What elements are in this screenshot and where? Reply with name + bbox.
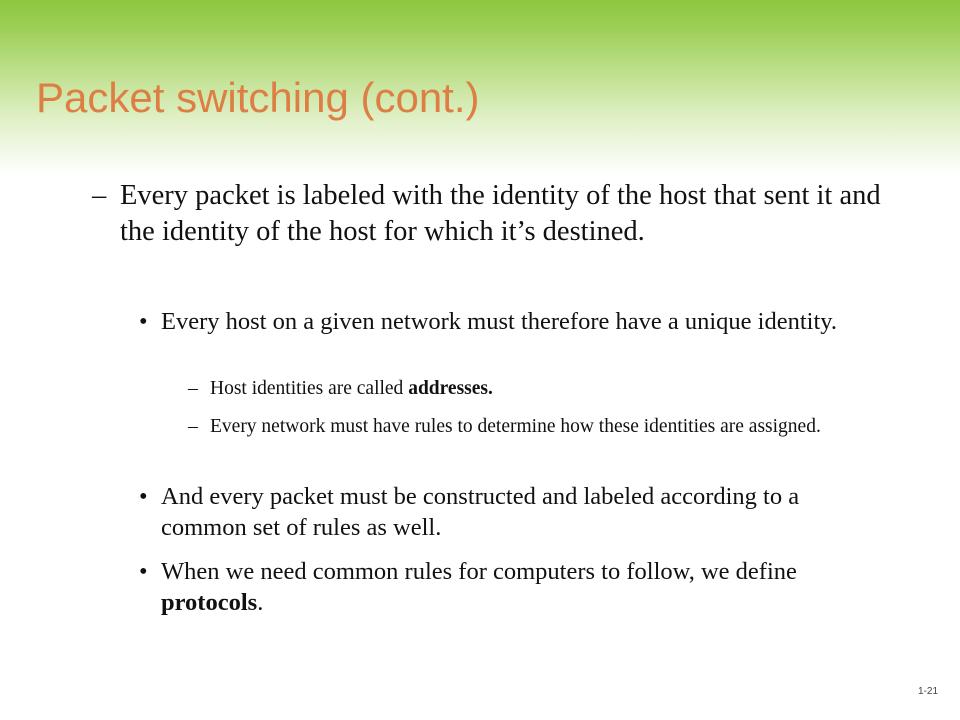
dash-marker: – [92,180,107,211]
sub-bullet-text: Host identities are called [210,378,409,399]
slide-number: 1-21 [917,686,938,697]
bold-term-addresses: addresses. [408,378,493,399]
sub-bullet-item [188,376,920,401]
dash-marker: – [188,378,198,399]
bold-term-protocols: protocols [161,589,258,616]
bullet-item [139,556,881,618]
level1-text: Every packet is labeled with the identity of the host that sent it and the identity of the host for which it’s destined. [120,180,881,247]
bullet-item [139,306,881,337]
level1-item [92,178,910,250]
bullet-text: And every packet must be constructed and labeled according to a common set of rules as well. [161,483,800,541]
sub-bullet-item [188,414,920,439]
bullet-text: Every host on a given network must therefore have a unique identity. [161,308,838,335]
bullet-marker: • [139,308,148,335]
bullet-item [139,481,881,543]
dash-marker: – [188,416,198,437]
sub-bullet-text: Every network must have rules to determine how these identities are assigned. [210,416,821,437]
bullet-marker: • [139,483,148,510]
bullet-text-end: . [257,589,264,616]
bullet-marker: • [139,558,148,585]
bullet-text: When we need common rules for computers to follow, we define [161,558,797,585]
slide-title: Packet switching (cont.) [36,74,480,121]
